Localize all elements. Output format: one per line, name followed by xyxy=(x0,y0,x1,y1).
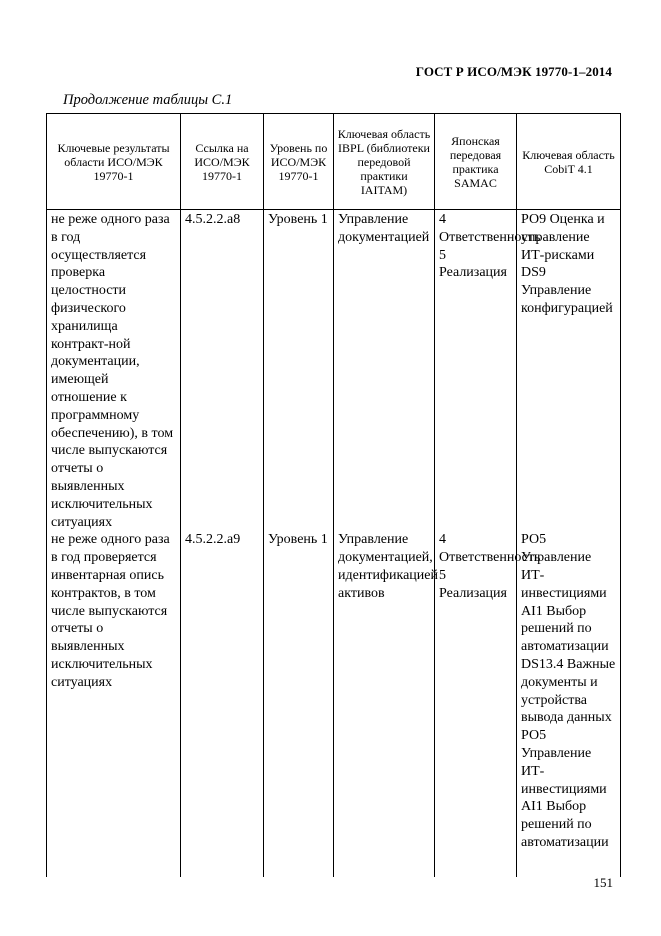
cell-reference: 4.5.2.2.a8 xyxy=(181,210,264,532)
column-header-ibpl: Ключевая область IBPL (библиотеки передовой практики IAITAM) xyxy=(334,114,435,210)
cell-samac: 4 Ответственность 5 Реализация xyxy=(435,531,517,877)
column-header-level: Уровень по ИСО/МЭК 19770-1 xyxy=(264,114,334,210)
cell-samac: 4 Ответственность 5 Реализация xyxy=(435,210,517,532)
cell-result: не реже одного раза в год проверяется инвентарная опись контрактов, в том числе выпускаются отчеты о выявленных исключительных ситуациях xyxy=(47,531,181,877)
column-header-reference: Ссылка на ИСО/МЭК 19770-1 xyxy=(181,114,264,210)
cell-level: Уровень 1 xyxy=(264,531,334,877)
cell-level: Уровень 1 xyxy=(264,210,334,532)
cell-cobit: РО5 Управление ИТ-инвестициями AI1 Выбор решений по автоматизации DS13.4 Важные документы и устройства вывода данных РО5 Управление ИТ-инвестициями AI1 Выбор решений по автоматизации xyxy=(517,531,621,877)
table-row xyxy=(47,531,621,877)
column-header-cobit: Ключевая область CobiT 4.1 xyxy=(517,114,621,210)
page-number: 151 xyxy=(593,875,613,890)
cell-reference: 4.5.2.2.a9 xyxy=(181,531,264,877)
cell-cobit: РО9 Оценка и управление ИТ-рисками DS9 Управление конфигурацией xyxy=(517,210,621,532)
cell-ibpl: Управление документацией xyxy=(334,210,435,532)
comparison-table xyxy=(46,113,621,877)
table-caption: Продолжение таблицы С.1 xyxy=(63,92,233,108)
column-header-results: Ключевые результаты области ИСО/МЭК 19770-1 xyxy=(47,114,181,210)
document-header: ГОСТ Р ИСО/МЭК 19770-1–2014 xyxy=(415,64,612,79)
table-row xyxy=(47,210,621,532)
cell-ibpl: Управление документацией, идентификацией активов xyxy=(334,531,435,877)
table-header xyxy=(47,114,621,210)
cell-result: не реже одного раза в год осуществляется проверка целостности физического хранилища контракт-ной документации, имеющей отношение к программному обеспечению), в том числе выпускаются отчеты о выявленных исключительных ситуациях xyxy=(47,210,181,532)
column-header-samac: Японская передовая практика SAMAC xyxy=(435,114,517,210)
